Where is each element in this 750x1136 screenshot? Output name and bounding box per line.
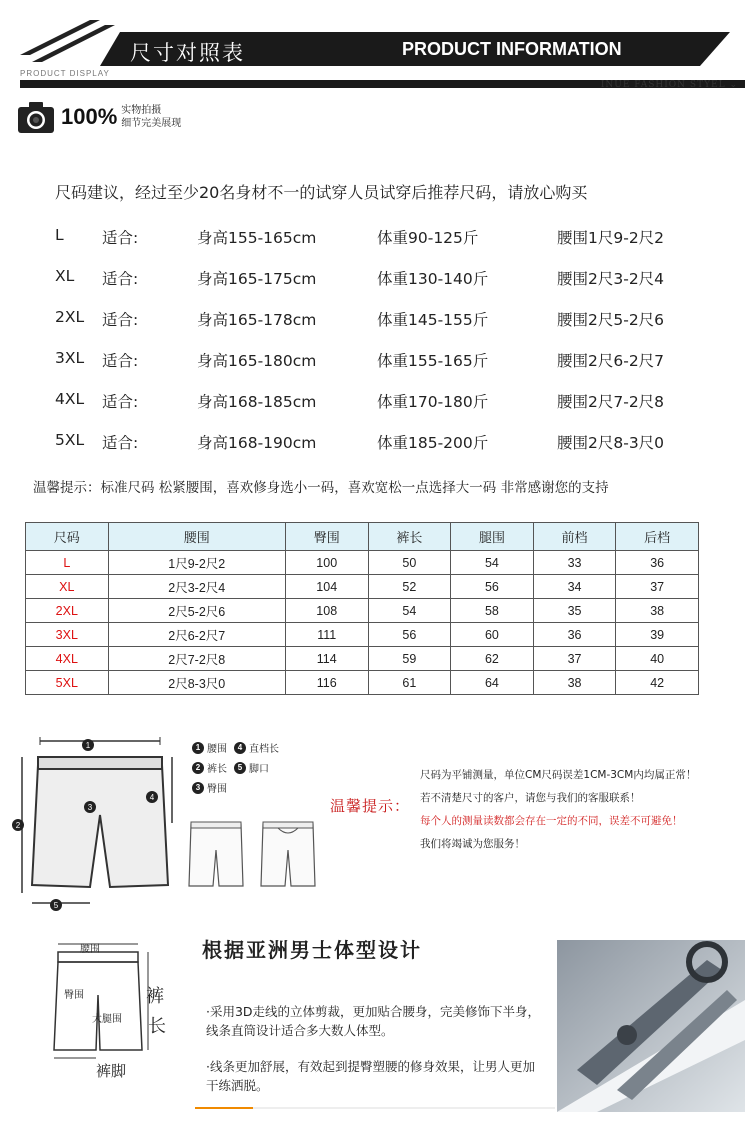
table-header-row: [26, 523, 699, 551]
warm-tip-notes: 尺码为平铺测量，单位CM尺码误差1CM-3CM内均属正常！ 若不清楚尺寸的客户，请您与我们的客服联系！ 每个人的测量读数都会存在一定的不同，误差不可避免！ 我们将竭诚为您服务！: [420, 769, 697, 850]
shorts-measurement-diagram: [10, 735, 185, 915]
banner-title-cn: 尺寸对照表: [130, 41, 245, 65]
chevron-down-icon: ⌄: [729, 80, 738, 90]
shorts-sketch-back: [258, 820, 318, 890]
design-title: 根据亚洲男士体型设计: [202, 938, 422, 962]
warm-tip-title: 温馨提示：: [330, 797, 411, 815]
svg-text:1: 1: [85, 741, 91, 750]
svg-text:2: 2: [15, 821, 21, 830]
label-waist: 腰围: [80, 944, 100, 955]
camera-icon: [17, 100, 55, 134]
trousers-diagram: [38, 940, 178, 1085]
table-header: 后档: [616, 523, 699, 551]
badge-text: 实物拍摄 细节完美展现: [121, 105, 182, 129]
table-row: 4XL 2尺7-2尺8 114 59 62 37 40: [26, 647, 699, 671]
header-banner: [0, 0, 750, 100]
photo-badge: [17, 97, 181, 137]
legend-item: 2 裤长: [192, 760, 227, 775]
table-header: 腿围: [451, 523, 534, 551]
size-table: [25, 522, 699, 695]
design-paragraph-2: ·线条更加舒展，有效起到提臀塑腰的修身效果，让男人更加干练洒脱。: [206, 1059, 535, 1093]
accent-divider: [195, 1107, 555, 1109]
banner-tag: INUE FASHION STYEL ⌄: [600, 80, 738, 90]
table-row: 3XL 2尺6-2尺7 111 56 60 36 39: [26, 623, 699, 647]
table-header: 尺码: [26, 523, 109, 551]
design-paragraph-1: ·采用3D走线的立体剪裁，更加贴合腰身，完美修饰下半身，线条直筒设计适合多大数人体型。: [206, 1004, 541, 1038]
legend-item: 4 直档长: [234, 740, 279, 755]
table-header: 臀围: [285, 523, 368, 551]
legend-item: 1 腰围: [192, 740, 227, 755]
legend-item: 5 脚口: [234, 760, 269, 775]
svg-text:4: 4: [149, 793, 155, 802]
recommendation-tip: 温馨提示：标准尺码 松紧腰围，喜欢修身选小一码，喜欢宽松一点选择大一码 非常感谢您的支持: [33, 480, 609, 496]
svg-text:5: 5: [53, 901, 59, 910]
label-thigh: 大腿围: [92, 1014, 122, 1025]
label-length-a: 裤: [146, 986, 164, 1007]
recommendation-intro: 尺码建议，经过至少20名身材不一的试穿人员试穿后推荐尺码，请放心购买: [55, 183, 588, 202]
label-hip: 臀围: [64, 990, 84, 1001]
banner-title-en: PRODUCT INFORMATION: [402, 39, 622, 59]
table-row: L 1尺9-2尺2 100 50 54 33 36: [26, 551, 699, 575]
banner-subtitle: PRODUCT DISPLAY: [20, 69, 110, 78]
label-length-b: 长: [148, 1016, 166, 1037]
table-header: 裤长: [368, 523, 451, 551]
shorts-sketch-front: [186, 820, 246, 890]
legend-item: 3 臀围: [192, 780, 227, 795]
badge-percent: 100%: [61, 104, 118, 129]
svg-text:3: 3: [87, 803, 93, 812]
table-header: 腰围: [108, 523, 285, 551]
table-row: 5XL 2尺8-3尺0 116 61 64 38 42: [26, 671, 699, 695]
label-hem: 裤脚: [96, 1062, 127, 1080]
scissors-photo: [557, 940, 745, 1112]
table-row: XL 2尺3-2尺4 104 52 56 34 37: [26, 575, 699, 599]
table-header: 前档: [533, 523, 616, 551]
table-row: 2XL 2尺5-2尺6 108 54 58 35 38: [26, 599, 699, 623]
